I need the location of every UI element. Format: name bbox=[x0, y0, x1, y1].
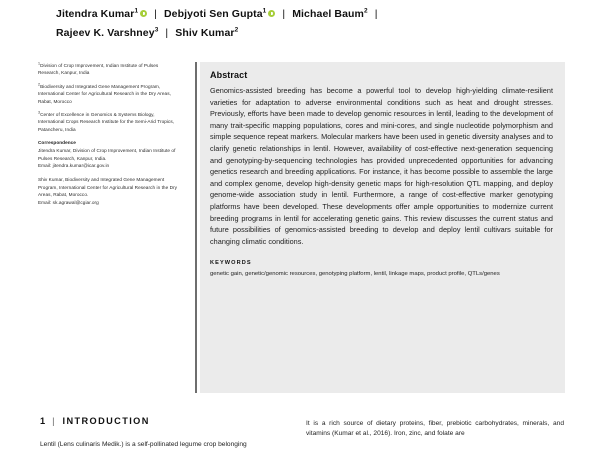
author-michael-baum bbox=[292, 8, 368, 20]
correspondence-email[interactable]: Email: jitendra.kumar@icar.gov.in bbox=[38, 162, 110, 168]
author-affiliation-marker: 3 bbox=[154, 26, 159, 34]
author-jitendra-kumar bbox=[56, 8, 138, 20]
body-column-left: Lentil (Lens culinaris Medik.) is a self-pollinated legume crop belonging bbox=[40, 441, 247, 448]
affiliation-marker: 3 bbox=[38, 110, 41, 115]
affiliation-text: Center of Excellence in Genomics & Systems Biology, International Crops Research Institute for the Semi-Arid Tropics, Patancheru, India bbox=[38, 112, 175, 132]
author-name-text: Jitendra Kumar bbox=[56, 8, 135, 20]
author-line-2 bbox=[56, 24, 556, 43]
keywords-heading: KEYWORDS bbox=[210, 260, 252, 267]
author-name-text: Michael Baum bbox=[292, 8, 364, 20]
abstract-text: Genomics-assisted breeding has become a powerful tool to develop high-yielding climate-resilient varieties for adaptation to adverse environmental conditions such as heat and drought stresses. Previously, efforts have been made to develop genomic resources in lentil, leading to the development of many trait-specific mapping populations, cores and mini-cores, and single nucleotide polymorphism and simple sequence repeat markers. Molecular markers have been used in genetic diversity analyses and to clarify genetic relationships in lentil. However, availability of cost-effective next-generation sequencing and genotyping-by-sequencing technologies has provided unprecedented opportunities for advancing genetics research and breeding applications. For instance, it has become possible to assemble the large and complex genome, develop high-density genetic maps for high-resolution QTL mapping, and deploy genome-wide association study in lentil. Furthermore, a range of cost-effective marker genotyping platforms have been developed. These developments offer ample opportunities to modernize current breeding programs in lentil for accelerating genetic gains. This review discusses the current status and future possibilities of genomics-assisted breeding to develop and deploy lentil cultivars suitable for changing climatic conditions. bbox=[210, 86, 553, 246]
column-divider-rule bbox=[195, 62, 197, 393]
body-column-right: It is a rich source of dietary proteins, fiber, prebiotic carbohydrates, minerals, and vitamins (Kumar et al., 2016). Iron, zinc, and folate are bbox=[306, 420, 564, 438]
correspondence-block-1 bbox=[38, 139, 178, 169]
author-rajeev-k-varshney bbox=[56, 27, 158, 39]
affiliation-marker: 1 bbox=[38, 61, 41, 66]
keywords-text: genetic gain, genetic/genomic resources, genotyping platform, lentil, linkage maps, product profile, QTLs/genes bbox=[210, 271, 500, 278]
section-heading-introduction bbox=[40, 416, 150, 426]
author-list bbox=[56, 5, 556, 43]
author-name-text: Rajeev K. Varshney bbox=[56, 27, 155, 39]
correspondence-email[interactable]: Email: sk.agrawal@cgiar.org bbox=[38, 199, 99, 205]
author-debjyoti-sen-gupta bbox=[164, 8, 266, 20]
abstract-heading: Abstract bbox=[210, 70, 248, 80]
author-line-1 bbox=[56, 5, 556, 24]
section-number: 1 bbox=[40, 416, 46, 426]
orcid-icon[interactable] bbox=[268, 10, 275, 17]
correspondence-text: Shiv Kumar, Biodiversity and Integrated Gene Management Program, International Center for Agricultural Research in the Dry Areas, Rabat, Morocco. bbox=[38, 177, 178, 198]
correspondence-text: Jitendra Kumar, Division of Crop Improvement, Indian Institute of Pulses Research, Kanpur, India. bbox=[38, 148, 176, 161]
affiliation-item bbox=[38, 62, 178, 77]
correspondence-block-2 bbox=[38, 176, 178, 206]
section-divider: | bbox=[52, 416, 55, 426]
author-name-text: Debjyoti Sen Gupta bbox=[163, 8, 263, 20]
author-separator: | bbox=[374, 8, 378, 20]
author-separator: | bbox=[165, 27, 169, 39]
author-shiv-kumar bbox=[175, 27, 238, 39]
author-separator: | bbox=[154, 8, 157, 20]
author-affiliation-marker: 1 bbox=[262, 7, 267, 15]
orcid-icon[interactable] bbox=[140, 10, 147, 17]
section-title: INTRODUCTION bbox=[62, 416, 150, 426]
author-name-text: Shiv Kumar bbox=[175, 27, 235, 39]
affiliation-item bbox=[38, 83, 178, 105]
affiliation-item bbox=[38, 111, 178, 133]
author-affiliation-marker: 2 bbox=[364, 7, 368, 15]
author-affiliation-marker: 1 bbox=[134, 7, 139, 15]
affiliation-text: Biodiversity and Integrated Gene Management Program, International Center for Agricultural Research in the Dry Areas, Rabat, Morocco bbox=[38, 83, 171, 104]
author-affiliation-marker: 2 bbox=[234, 26, 239, 34]
author-separator: | bbox=[282, 8, 286, 20]
affiliation-marker: 2 bbox=[38, 82, 41, 87]
correspondence-heading: Correspondence bbox=[38, 140, 76, 146]
affiliations-column bbox=[38, 62, 178, 213]
affiliation-text: Division of Crop Improvement, Indian Institute of Pulses Research, Kanpur, India bbox=[38, 63, 159, 76]
abstract-panel bbox=[200, 62, 565, 393]
